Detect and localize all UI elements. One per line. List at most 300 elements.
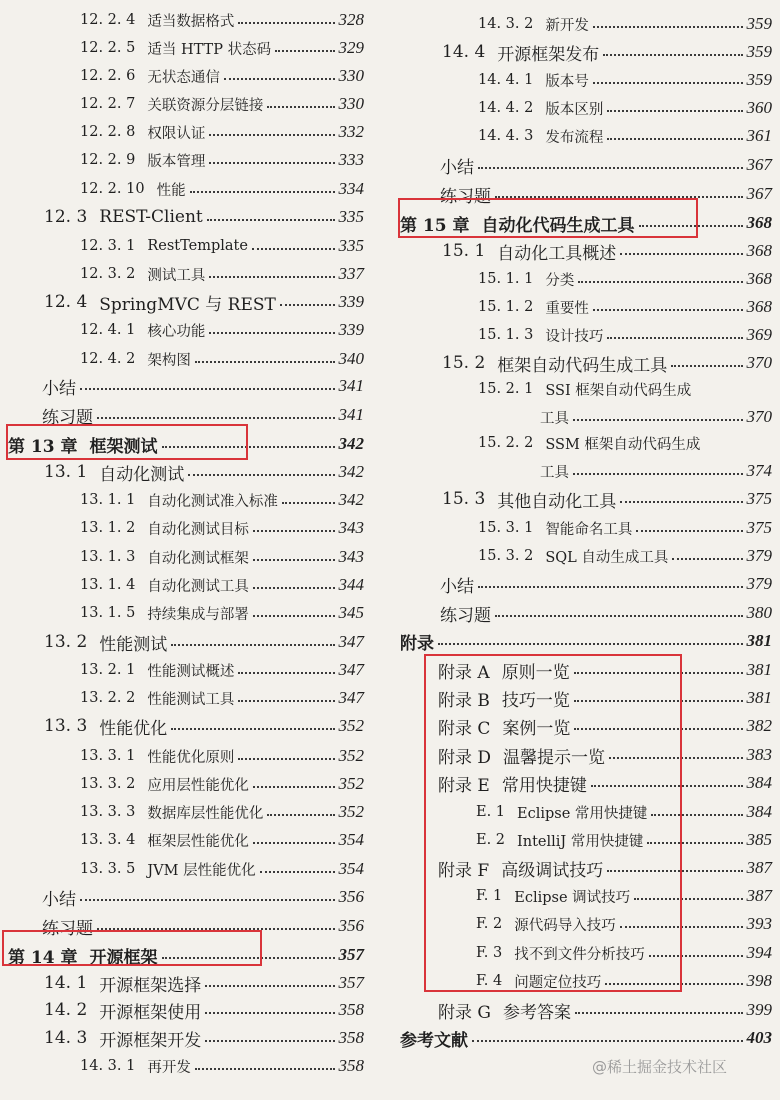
toc-entry-number: F. 2 <box>476 916 503 932</box>
toc-entry-title: 小结 <box>42 889 76 910</box>
dot-leader <box>162 446 335 448</box>
toc-entry <box>80 260 364 288</box>
toc-entry-number: 13. 3. 5 <box>80 861 136 877</box>
dot-leader <box>603 54 742 56</box>
toc-entry-number: 15. 2. 1 <box>478 381 534 397</box>
toc-entry <box>438 712 772 740</box>
toc-entry <box>478 66 772 94</box>
toc-entry-page: 375 <box>746 489 772 508</box>
toc-entry-number: 12. 2. 8 <box>80 124 136 140</box>
toc-entry <box>478 375 772 403</box>
dot-leader <box>171 644 334 646</box>
toc-entry-title: 性能优化 <box>99 718 168 739</box>
dot-leader <box>209 162 334 164</box>
toc-entry-number: 第 13 章 <box>8 436 78 457</box>
toc-entry <box>80 345 364 373</box>
toc-entry-page: 393 <box>746 914 772 933</box>
toc-entry-page: 379 <box>746 546 772 565</box>
toc-entry-title: REST-Client <box>99 207 203 227</box>
dot-leader <box>253 587 335 589</box>
toc-entry-page: 359 <box>746 42 772 61</box>
toc-entry-title: 版本区别 <box>545 101 604 118</box>
toc-entry-page: 370 <box>746 353 772 372</box>
toc-entry-number: 14. 3. 1 <box>80 1058 136 1074</box>
toc-entry-title: 分类 <box>545 272 575 289</box>
toc-entry-title: 案例一览 <box>502 718 571 739</box>
toc-entry <box>80 6 364 34</box>
toc-entry <box>80 855 364 883</box>
toc-entry-title: 问题定位技巧 <box>514 974 602 991</box>
toc-entry-page: 344 <box>338 575 364 594</box>
toc-entry-number: 13. 2. 2 <box>80 690 136 706</box>
toc-entry-page: 340 <box>338 349 364 368</box>
toc-entry-page: 399 <box>746 1000 772 1019</box>
toc-entry-title: 架构图 <box>147 352 191 369</box>
dot-leader <box>607 110 742 112</box>
toc-entry-page: 341 <box>338 405 364 424</box>
toc-entry <box>80 486 364 514</box>
toc-entry-number: F. 3 <box>476 945 503 961</box>
toc-entry <box>80 742 364 770</box>
toc-entry <box>42 372 364 400</box>
dot-leader <box>649 955 743 957</box>
toc-entry-page: 361 <box>746 126 772 145</box>
toc-entry-title: 自动化测试工具 <box>147 578 249 595</box>
dot-leader <box>607 870 742 872</box>
toc-entry-title: 常用快捷键 <box>501 775 587 796</box>
toc-entry-title: 自动化测试框架 <box>147 550 249 567</box>
dot-leader <box>205 985 334 987</box>
toc-entry <box>80 770 364 798</box>
toc-chapter-heading <box>400 209 772 237</box>
toc-entry-page: 368 <box>746 269 772 288</box>
toc-entry-number: 15. 2 <box>442 353 486 373</box>
dot-leader <box>671 365 742 367</box>
toc-entry-page: 384 <box>746 773 772 792</box>
toc-entry-page: 381 <box>746 660 772 679</box>
toc-entry-number: 13. 3. 1 <box>80 748 136 764</box>
toc-entry-title: 自动化工具概述 <box>497 243 617 264</box>
toc-entry-title: 性能 <box>156 182 186 199</box>
toc-entry <box>438 656 772 684</box>
toc-entry-number: 12. 3. 2 <box>80 266 136 282</box>
dot-leader <box>438 643 743 645</box>
dot-leader <box>593 82 743 84</box>
toc-entry-title: 核心功能 <box>147 323 206 340</box>
toc-entry-page: 358 <box>338 1000 364 1019</box>
toc-entry-number: 15. 3. 2 <box>478 548 534 564</box>
toc-entry-title: 工具 <box>540 410 569 427</box>
dot-leader <box>639 225 743 227</box>
toc-entry-title: 权限认证 <box>147 125 206 142</box>
toc-entry-page: 394 <box>746 943 772 962</box>
toc-entry-title: 其他自动化工具 <box>497 491 617 512</box>
dot-leader <box>478 167 743 169</box>
toc-entry-title: 智能命名工具 <box>545 521 633 538</box>
toc-chapter-heading <box>400 1024 772 1052</box>
toc-entry-page: 358 <box>338 1028 364 1047</box>
toc-entry <box>476 967 772 995</box>
dot-leader <box>195 361 335 363</box>
toc-entry <box>442 349 772 377</box>
toc-entry-page: 343 <box>338 547 364 566</box>
toc-entry <box>80 514 364 542</box>
toc-entry-number: 13. 3. 2 <box>80 776 136 792</box>
toc-entry-title: 温馨提示一览 <box>503 747 606 768</box>
toc-entry-title: 练习题 <box>440 186 491 207</box>
toc-entry-page: 383 <box>746 745 772 764</box>
toc-entry <box>42 912 364 940</box>
toc-entry-page: 339 <box>338 292 364 311</box>
toc-entry-number: 13. 1. 2 <box>80 520 136 536</box>
toc-entry-title: SSM 框架自动代码生成 <box>545 436 701 453</box>
dot-leader <box>591 785 743 787</box>
dot-leader <box>162 957 335 959</box>
toc-entry <box>80 175 364 203</box>
toc-entry <box>44 288 364 316</box>
toc-entry <box>476 910 772 938</box>
dot-leader <box>574 672 743 674</box>
toc-entry <box>440 599 772 627</box>
toc-entry-page: 385 <box>746 830 772 849</box>
dot-leader <box>620 501 742 503</box>
toc-entry-title: 应用层性能优化 <box>147 777 249 794</box>
toc-entry-number: 12. 2. 5 <box>80 40 136 56</box>
toc-entry <box>44 458 364 486</box>
dot-leader <box>209 276 334 278</box>
toc-entry-title: 参考文献 <box>400 1030 468 1051</box>
toc-entry-number: 12. 2. 9 <box>80 152 136 168</box>
toc-entry <box>476 939 772 967</box>
toc-entry-page: 352 <box>338 774 364 793</box>
toc-entry-title: 练习题 <box>42 407 93 428</box>
toc-entry-page: 356 <box>338 887 364 906</box>
toc-entry-page: 343 <box>338 518 364 537</box>
toc-entry-title: 高级调试技巧 <box>501 860 604 881</box>
dot-leader <box>495 615 743 617</box>
toc-entry-title: JVM 层性能优化 <box>147 862 256 879</box>
toc-entry-page: 367 <box>746 184 772 203</box>
dot-leader <box>209 332 334 334</box>
toc-entry-title: SpringMVC 与 REST <box>99 294 276 315</box>
dot-leader <box>620 253 742 255</box>
toc-entry-title: 练习题 <box>440 605 491 626</box>
toc-entry-title: 小结 <box>440 576 474 597</box>
toc-entry-number: 附录 E <box>438 775 490 796</box>
toc-entry-number: 14. 1 <box>44 973 88 993</box>
dot-leader <box>171 728 334 730</box>
toc-entry <box>80 599 364 627</box>
toc-entry-title: 练习题 <box>42 918 93 939</box>
dot-leader <box>605 983 742 985</box>
toc-entry-number: 15. 1. 1 <box>478 271 534 287</box>
toc-entry-number: 14. 3. 2 <box>478 16 534 32</box>
toc-entry-title: 自动化测试目标 <box>147 521 249 538</box>
toc-entry <box>440 180 772 208</box>
toc-entry-number: 12. 2. 10 <box>80 181 145 197</box>
dot-leader <box>205 1012 334 1014</box>
toc-entry-number: 15. 3. 1 <box>478 520 534 536</box>
toc-entry-page: 339 <box>338 320 364 339</box>
toc-entry-number: 附录 D <box>438 747 492 768</box>
toc-entry <box>442 237 772 265</box>
toc-entry-page: 359 <box>746 14 772 33</box>
toc-entry-page: 342 <box>338 490 364 509</box>
toc-entry-page: 359 <box>746 70 772 89</box>
toc-entry-title: 开源框架发布 <box>497 44 600 65</box>
toc-entry-number: 附录 B <box>438 690 490 711</box>
dot-leader <box>478 586 743 588</box>
toc-entry-number: 12. 4. 1 <box>80 322 136 338</box>
toc-entry-title: 再开发 <box>147 1059 191 1076</box>
toc-entry-page: 345 <box>338 603 364 622</box>
toc-entry-number: 14. 3 <box>44 1028 88 1048</box>
toc-entry-title: 性能测试工具 <box>147 691 235 708</box>
toc-entry-page: 380 <box>746 603 772 622</box>
toc-entry-title: 小结 <box>440 157 474 178</box>
dot-leader <box>275 50 334 52</box>
toc-entry-number: 14. 4 <box>442 42 486 62</box>
toc-entry <box>80 316 364 344</box>
toc-entry-page: 335 <box>338 207 364 226</box>
dot-leader <box>620 926 743 928</box>
toc-entry-page: 381 <box>746 631 772 650</box>
toc-entry-number: 13. 1. 1 <box>80 492 136 508</box>
toc-entry <box>44 203 364 231</box>
toc-entry-title: 自动化代码生成工具 <box>481 215 635 236</box>
toc-entry <box>438 769 772 797</box>
toc-entry <box>44 969 364 997</box>
dot-leader <box>593 26 743 28</box>
toc-entry-page: 352 <box>338 746 364 765</box>
toc-entry-page: 332 <box>338 122 364 141</box>
toc-entry-title: 框架测试 <box>89 436 158 457</box>
toc-entry-page: 328 <box>338 10 364 29</box>
toc-entry-title: 附录 <box>400 633 434 654</box>
toc-entry <box>80 146 364 174</box>
dot-leader <box>573 473 743 475</box>
toc-entry-page: 382 <box>746 716 772 735</box>
toc-entry-number: 13. 2. 1 <box>80 662 136 678</box>
dot-leader <box>253 530 335 532</box>
toc-entry-title: 新开发 <box>545 17 589 34</box>
toc-entry <box>476 798 772 826</box>
toc-entry-number: 15. 3 <box>442 489 486 509</box>
toc-entry <box>478 94 772 122</box>
toc-entry <box>478 321 772 349</box>
toc-entry <box>80 798 364 826</box>
toc-entry <box>80 90 364 118</box>
dot-leader <box>207 219 335 221</box>
toc-entry-title: SSI 框架自动代码生成 <box>545 382 692 399</box>
dot-leader <box>607 337 742 339</box>
toc-entry-title: SQL 自动生成工具 <box>545 549 669 566</box>
toc-entry-number: 附录 A <box>438 662 490 683</box>
dot-leader <box>609 757 742 759</box>
toc-entry-title: 发布流程 <box>545 129 604 146</box>
toc-entry-page: 330 <box>338 94 364 113</box>
toc-entry-number: 附录 G <box>438 1002 491 1023</box>
toc-entry-number: 13. 1 <box>44 462 88 482</box>
toc-entry-number: 12. 4 <box>44 292 88 312</box>
toc-entry-number: 13. 1. 5 <box>80 605 136 621</box>
toc-entry-number: 14. 4. 1 <box>478 72 534 88</box>
toc-entry-title: 设计技巧 <box>545 328 604 345</box>
dot-leader <box>195 1068 335 1070</box>
toc-entry <box>80 656 364 684</box>
toc-entry-number: 12. 3. 1 <box>80 238 136 254</box>
toc-entry-page: 341 <box>338 376 364 395</box>
toc-entry-title: 框架层性能优化 <box>147 833 249 850</box>
toc-entry-page: 357 <box>338 945 364 964</box>
dot-leader <box>260 871 335 873</box>
dot-leader <box>209 134 334 136</box>
toc-entry-page: 384 <box>746 802 772 821</box>
toc-entry <box>44 996 364 1024</box>
toc-entry <box>44 1024 364 1052</box>
toc-entry-page: 387 <box>746 886 772 905</box>
dot-leader <box>647 842 742 844</box>
toc-entry-page: 347 <box>338 632 364 651</box>
toc-entry-page: 352 <box>338 716 364 735</box>
toc-entry-page: 354 <box>338 859 364 878</box>
toc-entry-title: 开源框架 <box>89 947 158 968</box>
toc-entry-number: E. 2 <box>476 832 506 848</box>
toc-entry-number: 14. 4. 3 <box>478 128 534 144</box>
toc-entry <box>478 514 772 542</box>
dot-leader <box>252 248 335 250</box>
dot-leader <box>282 502 335 504</box>
toc-entry-page: 368 <box>746 241 772 260</box>
toc-entry-title: 自动化测试 <box>99 464 185 485</box>
toc-entry-page: 368 <box>746 213 772 232</box>
dot-leader <box>238 700 334 702</box>
toc-entry-title: Eclipse 调试技巧 <box>514 889 631 906</box>
toc-entry-number: F. 4 <box>476 973 503 989</box>
toc-entry-number: 12. 4. 2 <box>80 351 136 367</box>
toc-entry-title: 版本号 <box>545 73 589 90</box>
dot-leader <box>253 615 335 617</box>
toc-entry <box>80 826 364 854</box>
watermark: @稀土掘金技术社区 <box>592 1058 728 1076</box>
dot-leader <box>636 530 742 532</box>
toc-entry-title: 性能测试 <box>99 634 168 655</box>
toc-chapter-heading <box>400 627 772 655</box>
toc-entry-number: 14. 4. 2 <box>478 100 534 116</box>
toc-entry-number: 13. 3. 4 <box>80 832 136 848</box>
dot-leader <box>224 78 335 80</box>
toc-entry-number: 第 15 章 <box>400 215 470 236</box>
dot-leader <box>573 419 743 421</box>
toc-entry-page: 342 <box>338 434 364 453</box>
toc-entry-number: 13. 1. 4 <box>80 577 136 593</box>
toc-entry-title: 适当 HTTP 状态码 <box>147 41 272 58</box>
dot-leader <box>472 1040 743 1042</box>
toc-entry-page: 368 <box>746 297 772 316</box>
toc-entry-title: 性能测试概述 <box>147 663 235 680</box>
dot-leader <box>190 191 335 193</box>
toc-entry <box>476 882 772 910</box>
toc-entry-title: Eclipse 常用快捷键 <box>517 805 648 822</box>
toc-entry-number: 15. 2. 2 <box>478 435 534 451</box>
toc-entry-title: 源代码导入技巧 <box>514 917 616 934</box>
dot-leader <box>651 814 742 816</box>
toc-entry-number: 12. 2. 7 <box>80 96 136 112</box>
dot-leader <box>280 304 335 306</box>
toc-entry-page: 375 <box>746 518 772 537</box>
dot-leader <box>97 417 335 419</box>
toc-entry-number: 13. 2 <box>44 632 88 652</box>
toc-entry-title: 技巧一览 <box>501 690 570 711</box>
toc-entry-title: 测试工具 <box>147 267 206 284</box>
toc-entry-number: 附录 F <box>438 860 490 881</box>
toc-entry-page: 337 <box>338 264 364 283</box>
dot-leader <box>267 106 334 108</box>
toc-entry-page: 381 <box>746 688 772 707</box>
dot-leader <box>574 728 742 730</box>
toc-entry-page: 367 <box>746 155 772 174</box>
toc-entry-page: 347 <box>338 660 364 679</box>
toc-entry-continuation <box>540 403 772 431</box>
toc-entry-title: 性能优化原则 <box>147 749 235 766</box>
dot-leader <box>80 388 335 390</box>
toc-entry-page: 403 <box>746 1028 772 1047</box>
toc-entry-continuation <box>540 457 772 485</box>
toc-entry-title: RestTemplate <box>147 238 248 254</box>
toc-entry-title: 自动化测试准入标准 <box>147 493 278 510</box>
toc-entry-title: 持续集成与部署 <box>147 606 249 623</box>
toc-entry <box>478 10 772 38</box>
toc-entry <box>80 118 364 146</box>
toc-entry-title: 数据库层性能优化 <box>147 805 264 822</box>
dot-leader <box>495 196 743 198</box>
toc-entry <box>476 826 772 854</box>
toc-entry-number: 12. 3 <box>44 207 88 227</box>
toc-entry-title: 开源框架使用 <box>99 1002 202 1023</box>
dot-leader <box>205 1040 334 1042</box>
toc-entry <box>442 38 772 66</box>
toc-entry-number: 13. 1. 3 <box>80 549 136 565</box>
toc-entry-number: 12. 2. 6 <box>80 68 136 84</box>
toc-entry <box>478 542 772 570</box>
dot-leader <box>593 309 743 311</box>
toc-entry <box>44 628 364 656</box>
toc-entry-number: 15. 1 <box>442 241 486 261</box>
toc-entry <box>440 570 772 598</box>
toc-entry-page: 334 <box>338 179 364 198</box>
toc-entry-number: E. 1 <box>476 804 506 820</box>
toc-entry-number: 附录 C <box>438 718 491 739</box>
toc-entry-title: 参考答案 <box>502 1002 571 1023</box>
dot-leader <box>575 1012 743 1014</box>
toc-entry <box>80 34 364 62</box>
toc-entry-title: IntelliJ 常用快捷键 <box>517 833 644 850</box>
toc-entry <box>80 232 364 260</box>
dot-leader <box>267 814 334 816</box>
toc-entry <box>80 684 364 712</box>
dot-leader <box>188 474 334 476</box>
toc-entry-page: 379 <box>746 574 772 593</box>
toc-entry-page: 342 <box>338 462 364 481</box>
toc-entry-page: 333 <box>338 150 364 169</box>
dot-leader <box>672 558 742 560</box>
dot-leader <box>80 899 335 901</box>
dot-leader <box>574 700 743 702</box>
toc-entry-page: 360 <box>746 98 772 117</box>
dot-leader <box>238 22 334 24</box>
toc-entry-page: 369 <box>746 325 772 344</box>
toc-entry-page: 356 <box>338 916 364 935</box>
